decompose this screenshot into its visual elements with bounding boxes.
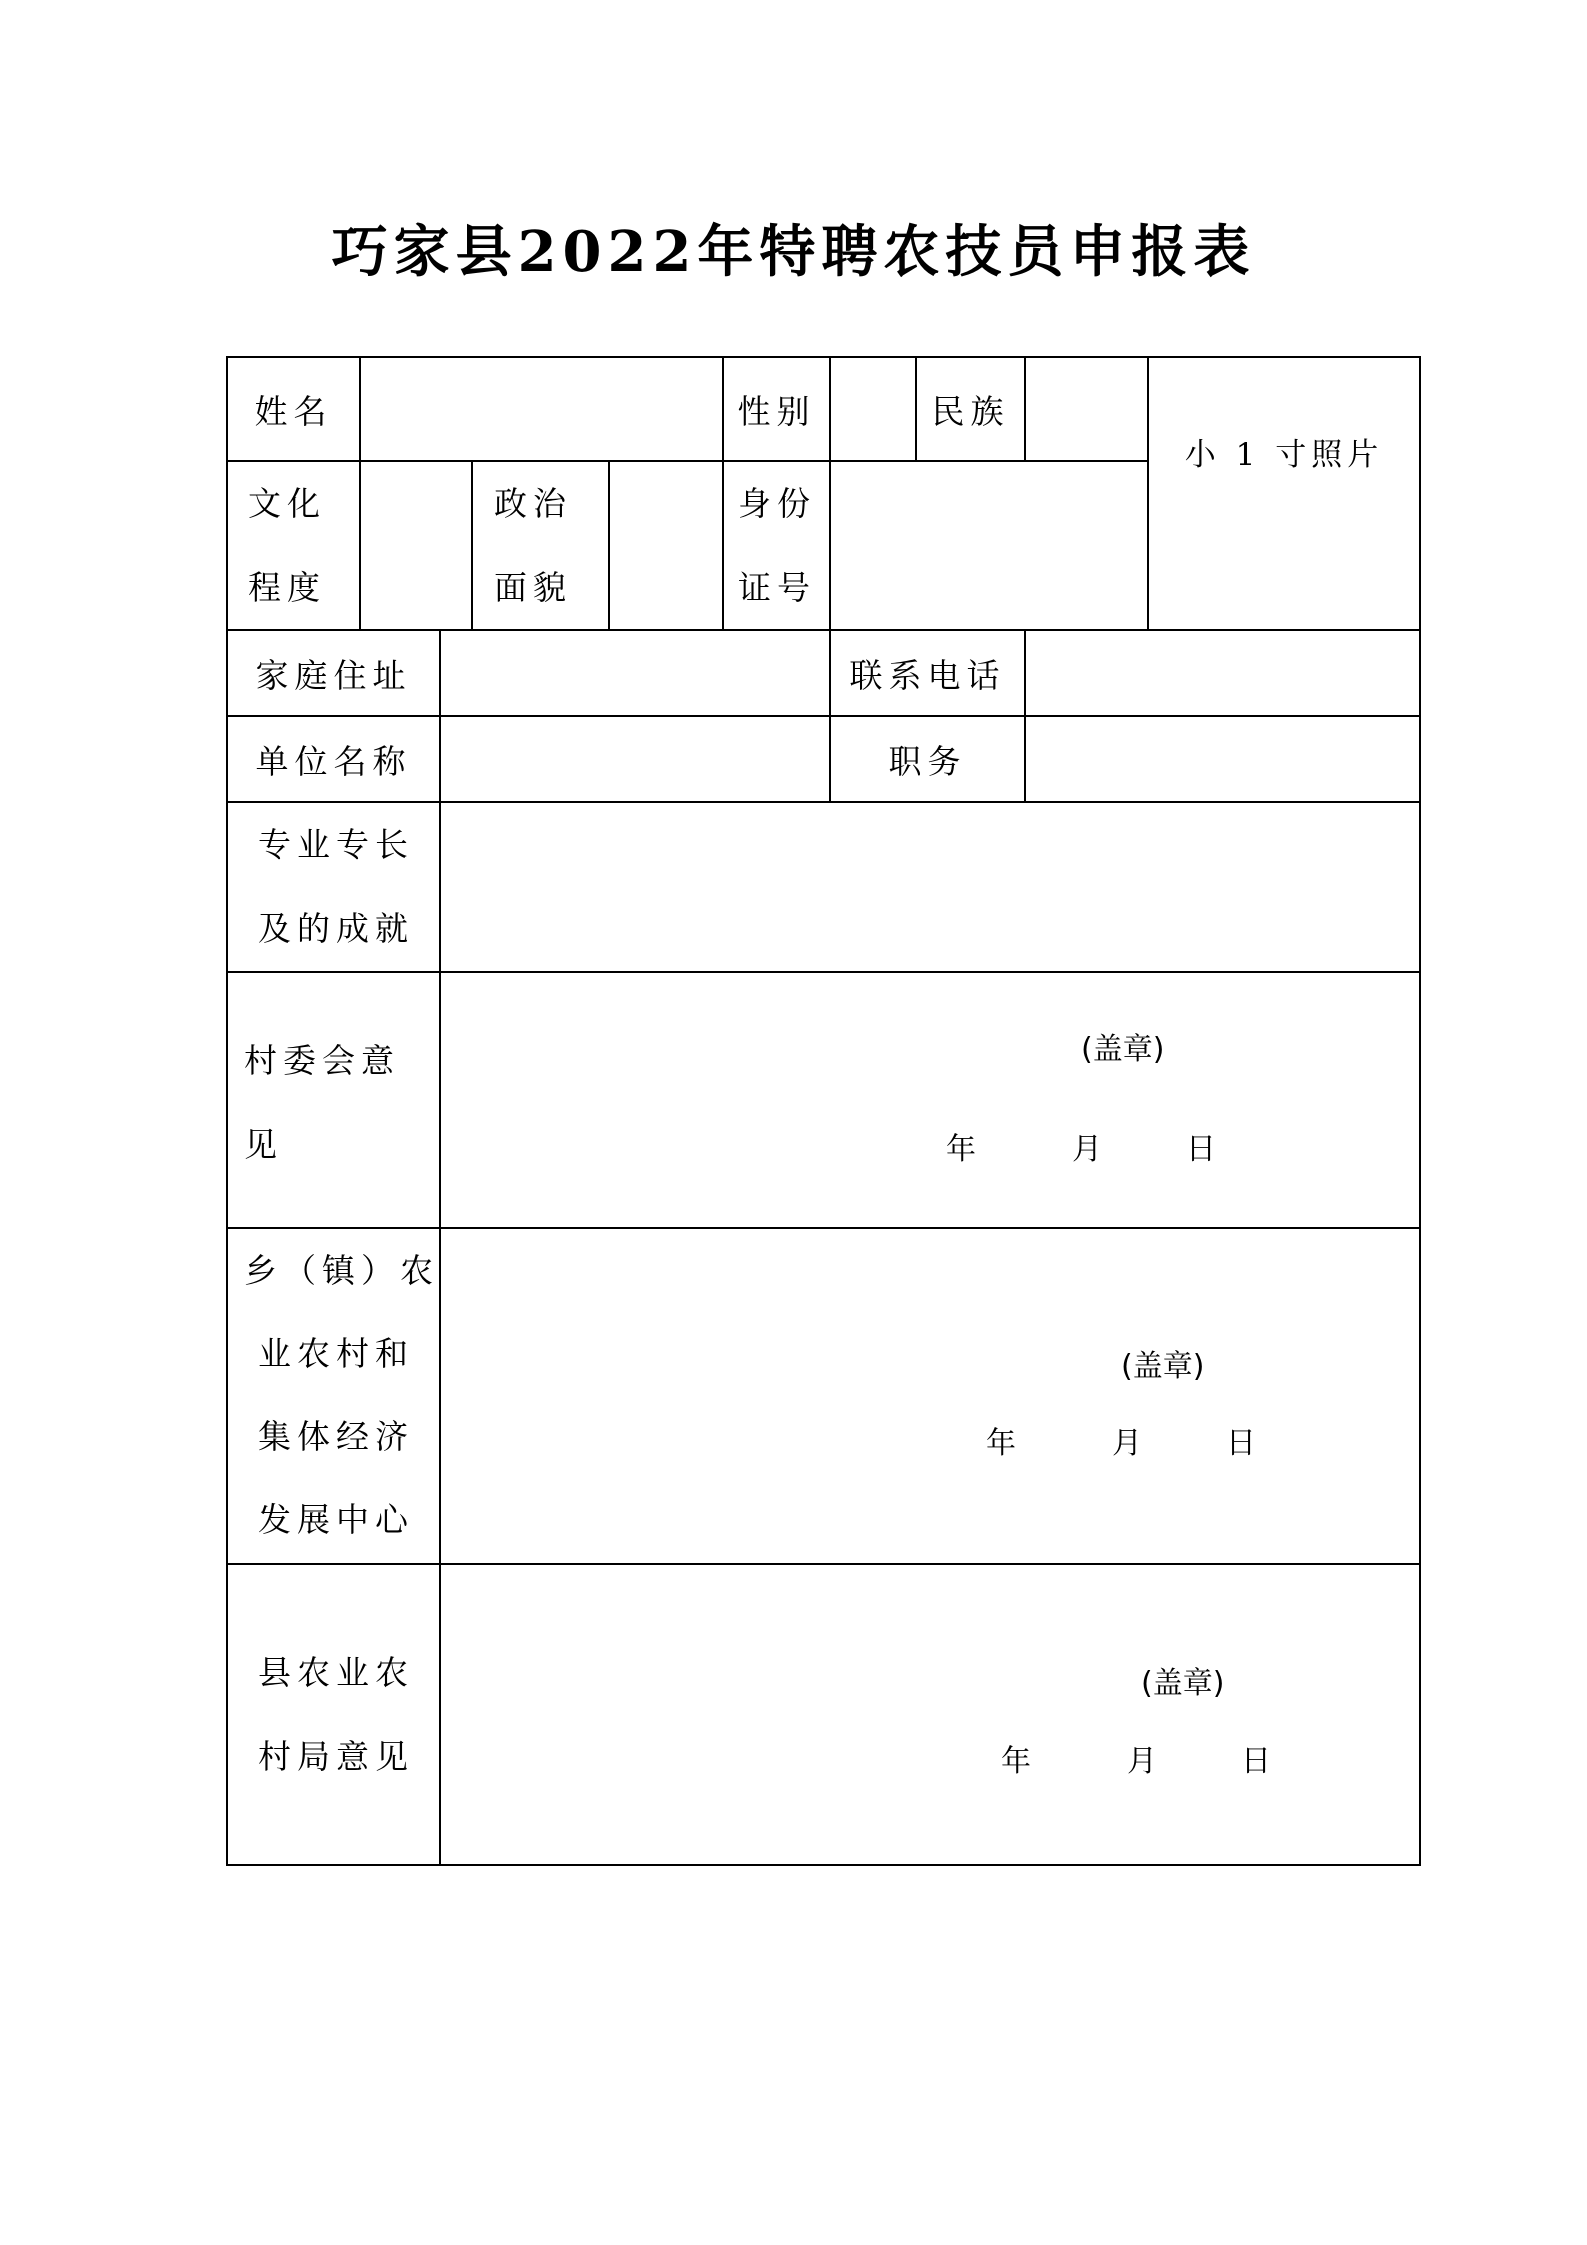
photo-placeholder: 小 1 寸照片 <box>1184 436 1384 473</box>
label-political-status <box>494 462 572 629</box>
table-border-right <box>1419 356 1421 1866</box>
label-county-line1: 县农业农 <box>258 1652 414 1692</box>
label-education-line1: 文化 <box>248 483 326 523</box>
label-township-line1: 乡（镇）农 <box>244 1251 439 1290</box>
label-education-line2: 程度 <box>248 567 326 607</box>
col-divider <box>1024 629 1026 801</box>
county-date-line <box>1001 1736 1301 1779</box>
row-divider <box>226 971 1421 973</box>
township-day: 日 <box>1226 1426 1256 1461</box>
label-gender: 性别 <box>737 391 816 431</box>
label-village-opinion <box>244 973 400 1227</box>
col-divider <box>439 629 441 1866</box>
label-home-address: 家庭住址 <box>255 655 412 695</box>
label-workplace: 单位名称 <box>255 741 412 781</box>
input-name[interactable] <box>361 358 722 460</box>
label-village-line2: 见 <box>244 1125 283 1164</box>
label-village-line1: 村委会意 <box>244 1041 400 1080</box>
col-divider <box>608 460 610 629</box>
label-expertise-line2: 及的成就 <box>258 909 414 948</box>
input-gender[interactable] <box>831 358 915 460</box>
county-stamp-text: (盖章) <box>1141 1666 1225 1701</box>
county-year: 年 <box>1001 1744 1031 1779</box>
label-name: 姓名 <box>254 391 333 431</box>
label-education <box>248 462 326 629</box>
label-expertise-line1: 专业专长 <box>258 825 414 864</box>
label-county-opinion <box>258 1565 414 1864</box>
township-year: 年 <box>986 1426 1016 1461</box>
label-township-opinion <box>244 1229 439 1563</box>
township-month: 月 <box>1112 1426 1142 1461</box>
village-day: 日 <box>1186 1132 1216 1167</box>
label-political-line1: 政治 <box>494 483 572 523</box>
label-political-line2: 面貌 <box>494 567 572 607</box>
label-township-line3: 集体经济 <box>258 1417 414 1456</box>
label-county-line2: 村局意见 <box>258 1736 414 1776</box>
label-position: 职务 <box>888 741 967 781</box>
label-phone: 联系电话 <box>849 655 1006 695</box>
label-id-line2: 证号 <box>738 567 816 607</box>
label-id-line1: 身份 <box>738 483 816 523</box>
county-month: 月 <box>1127 1744 1157 1779</box>
label-township-line4: 发展中心 <box>258 1500 414 1539</box>
label-ethnicity: 民族 <box>931 391 1010 431</box>
village-date-line <box>946 1124 1246 1167</box>
application-form-table <box>226 356 1421 1866</box>
table-border-left <box>226 356 228 1866</box>
form-title: 巧家县2022年特聘农技员申报表 <box>331 219 1256 285</box>
township-date-line <box>986 1418 1286 1461</box>
input-ethnicity[interactable] <box>1026 358 1147 460</box>
village-stamp-text: (盖章) <box>1081 1032 1165 1067</box>
label-id-number <box>738 462 816 629</box>
township-stamp-text: (盖章) <box>1121 1349 1205 1384</box>
label-expertise <box>258 803 414 971</box>
village-year: 年 <box>946 1132 976 1167</box>
village-month: 月 <box>1072 1132 1102 1167</box>
row-divider <box>226 460 1149 462</box>
county-day: 日 <box>1241 1744 1271 1779</box>
col-divider <box>359 460 361 629</box>
col-divider <box>1147 356 1149 629</box>
label-township-line2: 业农村和 <box>258 1334 414 1373</box>
col-divider <box>471 460 473 629</box>
table-border-bottom <box>226 1864 1421 1866</box>
